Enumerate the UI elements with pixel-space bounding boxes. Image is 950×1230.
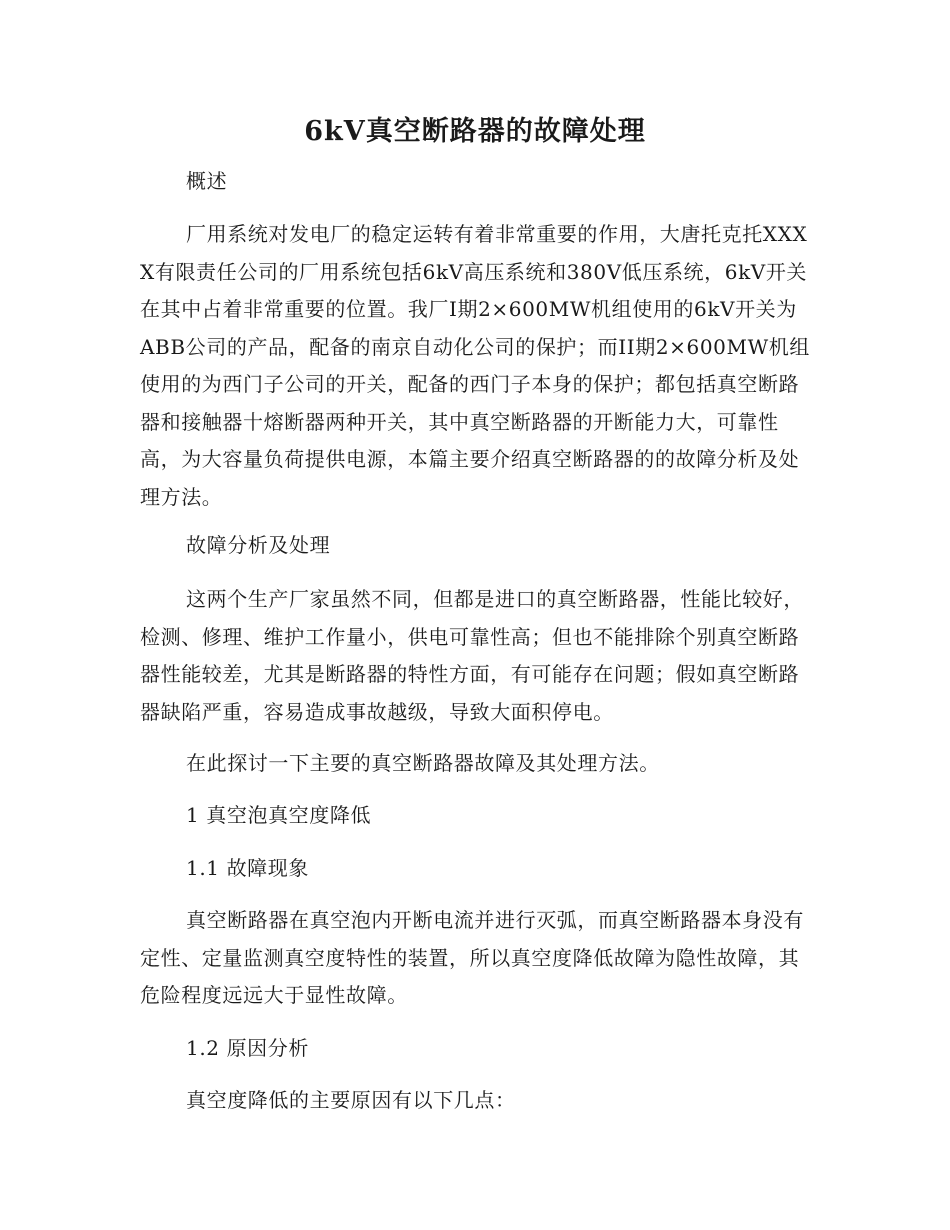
analysis-paragraph: 这两个生产厂家虽然不同，但都是进口的真空断路器，性能比较好，检测、修理、维护工作量小，供电可靠性高；但也不能排除个别真空断路器性能较差，尤其是断路器的特性方面，有可能存在问题；假如真空断路器缺陷严重，容易造成事故越级，导致大面积停电。: [140, 587, 804, 724]
section-1-1-paragraph: 真空断路器在真空泡内开断电流并进行灭弧，而真空断路器本身没有定性、定量监测真空度特性的装置，所以真空度降低故障为隐性故障，其危险程度远远大于显性故障。: [140, 908, 804, 1007]
page-title: 6kV真空断路器的故障处理: [304, 116, 646, 147]
section-1-2-heading: 1.2 原因分析: [186, 1036, 309, 1060]
analysis-heading: 故障分析及处理: [186, 533, 331, 557]
discuss-paragraph: 在此探讨一下主要的真空断路器故障及其处理方法。: [186, 751, 660, 775]
overview-paragraph: 厂用系统对发电厂的稳定运转有着非常重要的作用，大唐托克托XXXX有限责任公司的厂用系统包括6kV高压系统和380V低压系统，6kV开关在其中占着非常重要的位置。我厂I期2×600MW机组使用的6kV开关为ABB公司的产品，配备的南京自动化公司的保护；而II期2×600MW机组使用的为西门子公司的开关，配备的西门子本身的保护；都包括真空断路器和接触器十熔断器两种开关，其中真空断路器的开断能力大，可靠性高，为大容量负荷提供电源，本篇主要介绍真空断路器的的故障分析及处理方法。: [140, 222, 810, 509]
overview-heading: 概述: [186, 169, 228, 193]
section-1-1-heading: 1.1 故障现象: [186, 856, 309, 880]
section-1-2-paragraph: 真空度降低的主要原因有以下几点：: [186, 1088, 516, 1112]
section-1-heading: 1 真空泡真空度降低: [186, 803, 372, 827]
